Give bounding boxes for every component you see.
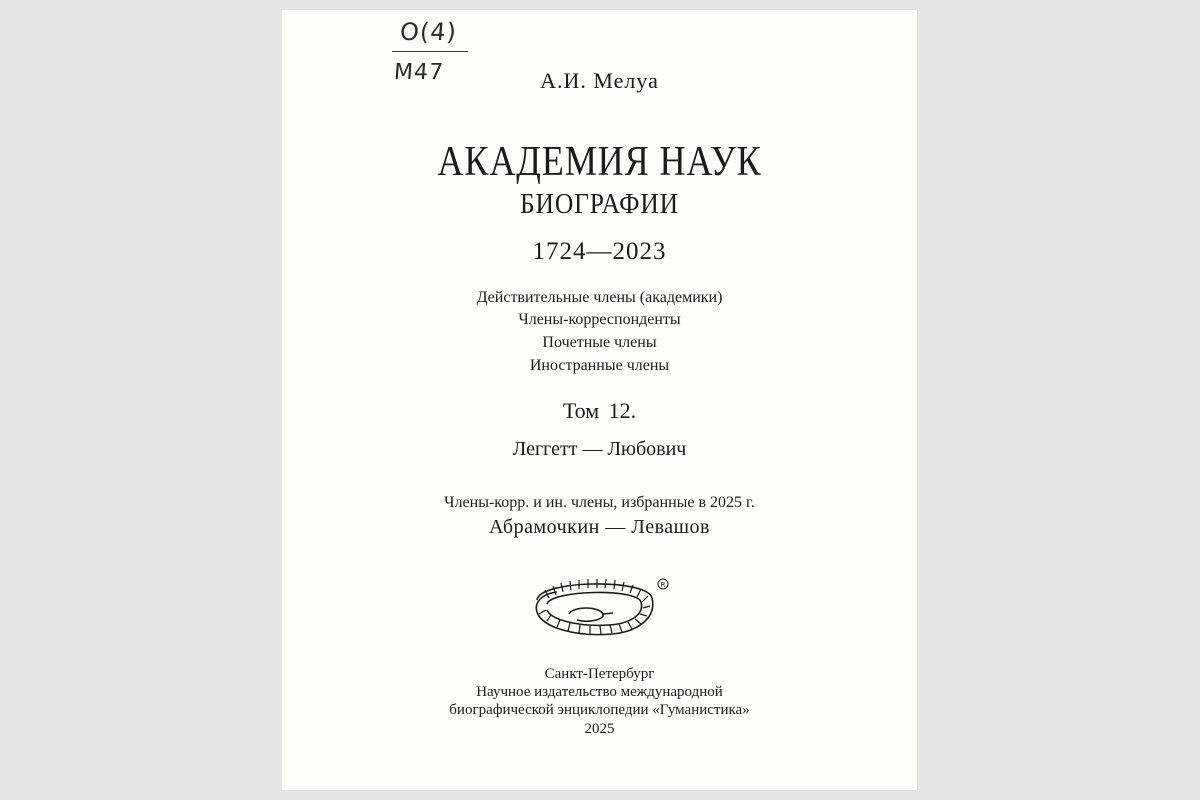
supplement-note: Члены-корр. и ин. члены, избранные в 2025 г.	[444, 494, 755, 511]
book-subtitle: БИОГРАФИИ	[520, 188, 679, 220]
supplement-name-range: Абрамочкин — Левашов	[488, 516, 710, 538]
year-range: 1724—2023	[532, 238, 667, 265]
volume-number: Том 12.	[562, 398, 637, 423]
stamp-divider	[392, 51, 468, 52]
publisher-city: Санкт-Петербург	[544, 666, 655, 682]
publisher-name-line-2: биографической энциклопедии «Гуманистика»	[449, 702, 750, 718]
book-title: АКАДЕМИЯ НАУК	[437, 139, 762, 185]
publisher-logo-icon	[517, 570, 677, 648]
category-item: Иностранные члены	[529, 357, 670, 374]
publication-year: 2025	[584, 721, 615, 737]
category-item: Действительные члены (академики)	[476, 289, 723, 306]
library-stamp-line-1: O(4)	[399, 18, 458, 46]
category-item: Члены-корреспонденты	[518, 311, 681, 328]
title-page	[282, 10, 917, 790]
author-name: А.И. Мелуа	[540, 68, 659, 93]
library-stamp-line-2: M47	[393, 60, 445, 85]
category-item: Почетные члены	[542, 334, 657, 351]
publisher-name-line-1: Научное издательство международной	[476, 684, 723, 700]
svg-text:R: R	[660, 581, 666, 589]
volume-name-range: Леггетт — Любович	[512, 438, 687, 460]
